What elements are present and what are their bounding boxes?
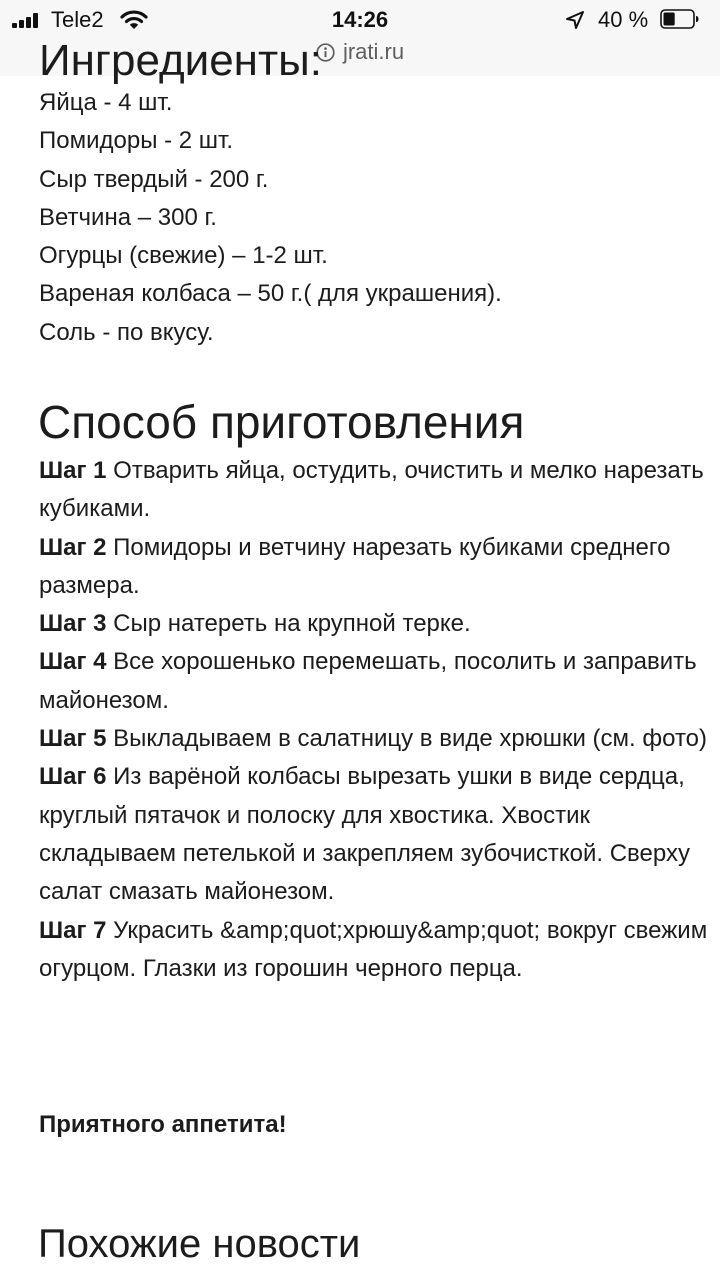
- ingredient-item: Сыр твердый - 200 г.: [39, 165, 269, 193]
- step-item: [39, 605, 709, 643]
- step-label: Шаг 2: [39, 533, 107, 561]
- ingredient-item: Яйца - 4 шт.: [39, 89, 173, 116]
- address-domain[interactable]: jrati.ru: [342, 39, 405, 64]
- related-news-title: Похожие новости: [38, 1222, 361, 1266]
- step-text: Сыр натереть на крупной терке.: [113, 610, 471, 638]
- step-item: [39, 452, 709, 529]
- battery-percent: 40 %: [598, 7, 649, 32]
- location-arrow-icon: [565, 10, 585, 30]
- step-item: [39, 758, 709, 911]
- step-item: [39, 643, 709, 720]
- closing-text: Приятного аппетита!: [39, 1111, 287, 1138]
- step-label: Шаг 3: [39, 610, 107, 638]
- clock: 14:26: [331, 7, 389, 32]
- status-bar: [0, 0, 720, 40]
- step-text: Все хорошенько перемешать, посолить и заправить майонезом.: [39, 648, 697, 714]
- step-label: Шаг 6: [39, 763, 107, 791]
- battery-icon: [660, 9, 700, 29]
- ingredient-item: Вареная колбаса – 50 г.( для украшения).: [39, 280, 502, 308]
- step-label: Шаг 4: [39, 648, 107, 676]
- step-text: Украсить &amp;quot;хрюшу&amp;quot; вокруг свежим огурцом. Глазки из горошин черного перца.: [39, 916, 708, 982]
- steps-list: [39, 452, 709, 988]
- carrier-name: Tele2: [51, 7, 104, 32]
- step-text: Помидоры и ветчину нарезать кубиками среднего размера.: [39, 533, 671, 599]
- step-text: Выкладываем в салатницу в виде хрюшки (см. фото): [113, 725, 708, 753]
- ingredients-heading: Ингредиенты:: [39, 36, 322, 85]
- ingredients-list: [39, 84, 502, 352]
- step-label: Шаг 7: [39, 916, 107, 944]
- ingredient-item: Соль - по вкусу.: [39, 318, 214, 346]
- step-item: [39, 720, 709, 758]
- method-title: Способ приготовления: [38, 396, 525, 448]
- step-item: [39, 529, 709, 606]
- ingredient-item: Огурцы (свежие) – 1-2 шт.: [39, 242, 328, 270]
- step-text: Из варёной колбасы вырезать ушки в виде сердца, круглый пятачок и полоску для хвостика. Хвостик складываем петелькой и закрепляем зубочисткой. Сверху салат смазать майонезом.: [39, 763, 690, 906]
- ingredient-item: Ветчина – 300 г.: [39, 203, 217, 231]
- ingredient-item: Помидоры - 2 шт.: [39, 127, 234, 155]
- step-label: Шаг 5: [39, 725, 107, 753]
- step-text: Отварить яйца, остудить, очистить и мелко нарезать кубиками.: [39, 457, 704, 523]
- step-label: Шаг 1: [39, 457, 107, 484]
- step-item: [39, 912, 709, 989]
